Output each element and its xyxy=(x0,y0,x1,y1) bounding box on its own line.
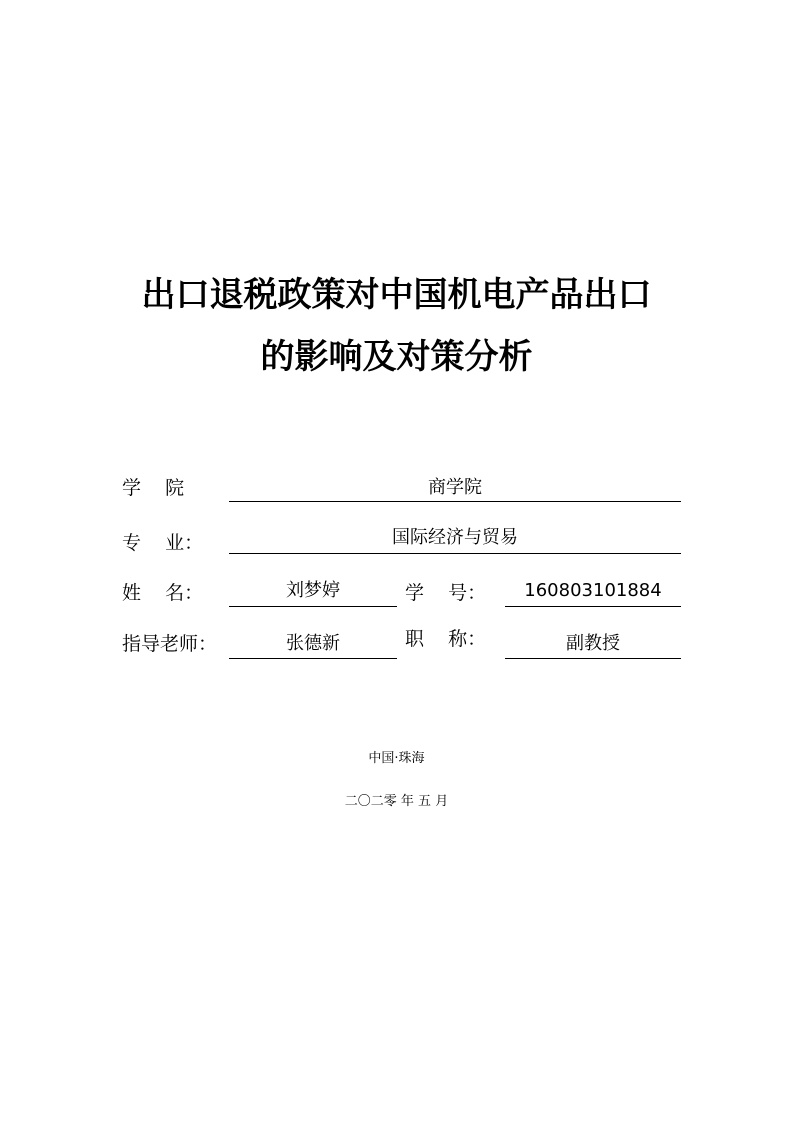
name-value: 刘梦婷 xyxy=(286,580,340,601)
name-underline xyxy=(229,606,397,607)
advisor-title-label: 职 称： xyxy=(405,628,487,650)
major-value: 国际经济与贸易 xyxy=(392,527,518,548)
date-text: 二〇二零 年 五 月 xyxy=(344,794,449,809)
advisor-underline xyxy=(229,658,397,659)
major-underline xyxy=(229,553,681,554)
thesis-title-line-2: 的影响及对策分析 xyxy=(260,337,533,377)
advisor-title-underline xyxy=(505,658,681,659)
major-label: 专 业： xyxy=(122,532,204,554)
student-id-value: 160803101884 xyxy=(524,580,662,601)
student-id-label: 学 号： xyxy=(405,582,487,604)
student-id-underline xyxy=(505,606,681,607)
college-underline xyxy=(229,501,681,502)
advisor-title-value: 副教授 xyxy=(566,633,620,654)
college-label: 学 院 xyxy=(122,477,185,499)
thesis-title-line-1: 出口退税政策对中国机电产品出口 xyxy=(141,275,652,315)
location-text: 中国·珠海 xyxy=(368,751,425,766)
college-value: 商学院 xyxy=(428,477,482,498)
advisor-label: 指导老师： xyxy=(122,633,218,655)
advisor-value: 张德新 xyxy=(286,633,340,654)
name-label: 姓 名： xyxy=(122,582,204,604)
